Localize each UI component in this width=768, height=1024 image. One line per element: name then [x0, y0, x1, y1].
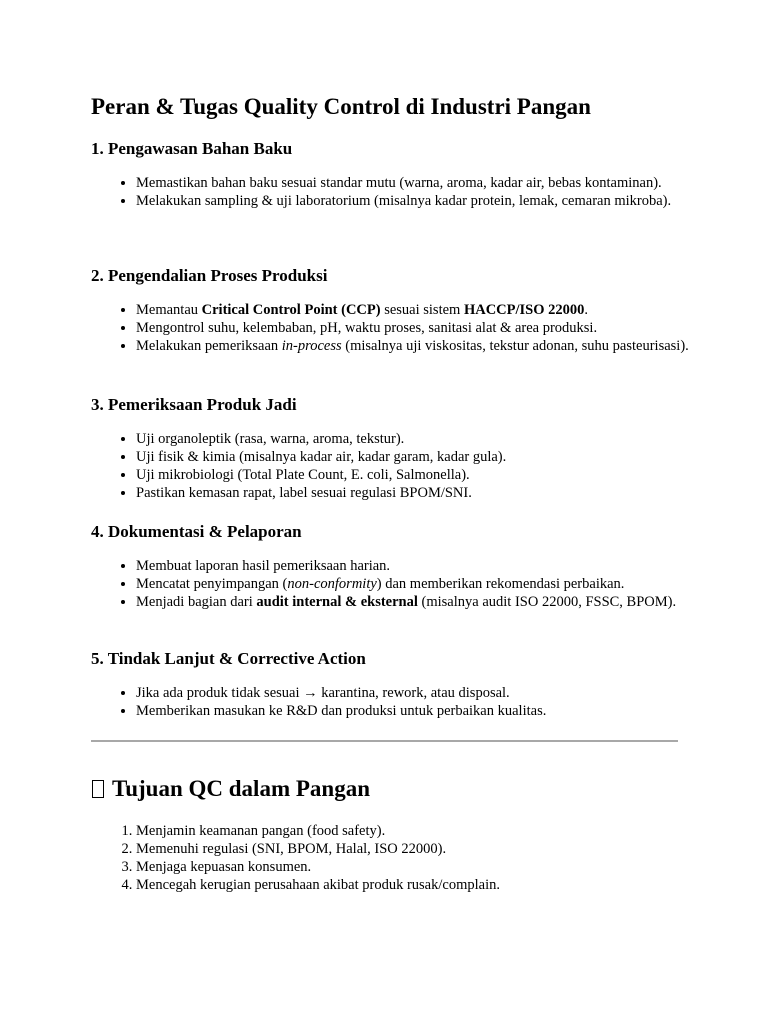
list-item-text: (misalnya audit ISO 22000, FSSC, BPOM). — [417, 594, 677, 610]
list-item — [136, 557, 691, 575]
bold-term: HACCP/ISO 22000 — [463, 302, 585, 318]
list-item — [136, 337, 691, 355]
list-item-text: sesuai sistem — [380, 302, 464, 318]
list-item — [136, 575, 691, 593]
section-process-control — [91, 265, 691, 355]
list-item — [136, 484, 691, 502]
list-item-text: Melakukan pemeriksaan — [136, 338, 282, 354]
list-item: 3. Menjaga kepuasan konsumen. — [136, 858, 691, 876]
bold-term: Critical Control Point (CCP) — [201, 302, 381, 318]
list-item-text: Menjadi bagian dari — [136, 594, 257, 610]
section-corrective-action — [91, 648, 691, 720]
bullet-list — [91, 301, 691, 355]
section-finished-product — [91, 394, 691, 502]
italic-term: non-conformity — [287, 576, 377, 592]
list-item — [136, 301, 691, 319]
list-item-text: Memberikan masukan ke R&D dan produksi untuk perbaikan kualitas. — [136, 703, 547, 719]
section-heading: 3. Pemeriksaan Produk Jadi — [91, 395, 297, 414]
section-heading: 2. Pengendalian Proses Produksi — [91, 266, 328, 285]
list-item — [136, 174, 691, 192]
list-item-text: (misalnya uji viskositas, tekstur adonan, suhu pasteurisasi). — [341, 338, 689, 354]
document-title: Peran & Tugas Quality Control di Industri Pangan — [91, 94, 591, 119]
list-item-text: Pastikan kemasan rapat, label sesuai regulasi BPOM/SNI. — [136, 485, 472, 501]
list-item-text: Uji mikrobiologi (Total Plate Count, E. coli, Salmonella). — [136, 467, 470, 483]
list-item — [136, 430, 691, 448]
list-item-text: Memastikan bahan baku sesuai standar mutu (warna, aroma, kadar air, bebas kontaminan). — [136, 175, 662, 191]
horizontal-divider — [91, 740, 678, 742]
section-heading: 4. Dokumentasi & Pelaporan — [91, 522, 302, 541]
goals-heading — [91, 774, 370, 804]
list-item-text: Membuat laporan hasil pemeriksaan harian. — [136, 558, 391, 574]
list-item — [136, 192, 691, 210]
list-item — [136, 319, 691, 337]
list-item-text: Mengontrol suhu, kelembaban, pH, waktu proses, sanitasi alat & area produksi. — [136, 320, 598, 336]
list-item: 1. Menjamin keamanan pangan (food safety). — [136, 822, 691, 840]
list-item: 2. Memenuhi regulasi (SNI, BPOM, Halal, ISO 22000). — [136, 840, 691, 858]
list-item — [136, 466, 691, 484]
list-item — [136, 593, 691, 611]
goals-heading-text: Tujuan QC dalam Pangan — [112, 776, 370, 801]
list-item-text: Memantau — [136, 302, 202, 318]
bullet-list — [91, 684, 691, 720]
list-item-text: Melakukan sampling & uji laboratorium (misalnya kadar protein, lemak, cemaran mikroba). — [136, 193, 672, 209]
bullet-list — [91, 430, 691, 502]
section-heading: 5. Tindak Lanjut & Corrective Action — [91, 649, 366, 668]
section-heading: 1. Pengawasan Bahan Baku — [91, 139, 293, 158]
list-item-text: Uji fisik & kimia (misalnya kadar air, kadar garam, kadar gula). — [136, 449, 507, 465]
list-item-text: Uji organoleptik (rasa, warna, aroma, tekstur). — [136, 431, 405, 447]
list-item — [136, 702, 691, 720]
numbered-list — [91, 822, 691, 894]
list-item — [136, 684, 691, 702]
list-item-text: . — [584, 302, 589, 318]
bullet-list — [91, 557, 691, 611]
list-item-text: ) dan memberikan rekomendasi perbaikan. — [376, 576, 625, 592]
goals-section — [91, 822, 691, 894]
missing-glyph-icon — [92, 780, 104, 798]
bullet-list — [91, 174, 691, 210]
list-item — [136, 448, 691, 466]
bold-term: audit internal & eksternal — [256, 594, 418, 610]
section-raw-material — [91, 138, 691, 210]
list-item: 4. Mencegah kerugian perusahaan akibat produk rusak/complain. — [136, 876, 691, 894]
section-documentation — [91, 521, 691, 611]
list-item-text: Jika ada produk tidak sesuai → karantina, rework, atau disposal. — [136, 685, 510, 701]
list-item-text: Mencatat penyimpangan ( — [136, 576, 288, 592]
italic-term: in-process — [281, 338, 342, 354]
